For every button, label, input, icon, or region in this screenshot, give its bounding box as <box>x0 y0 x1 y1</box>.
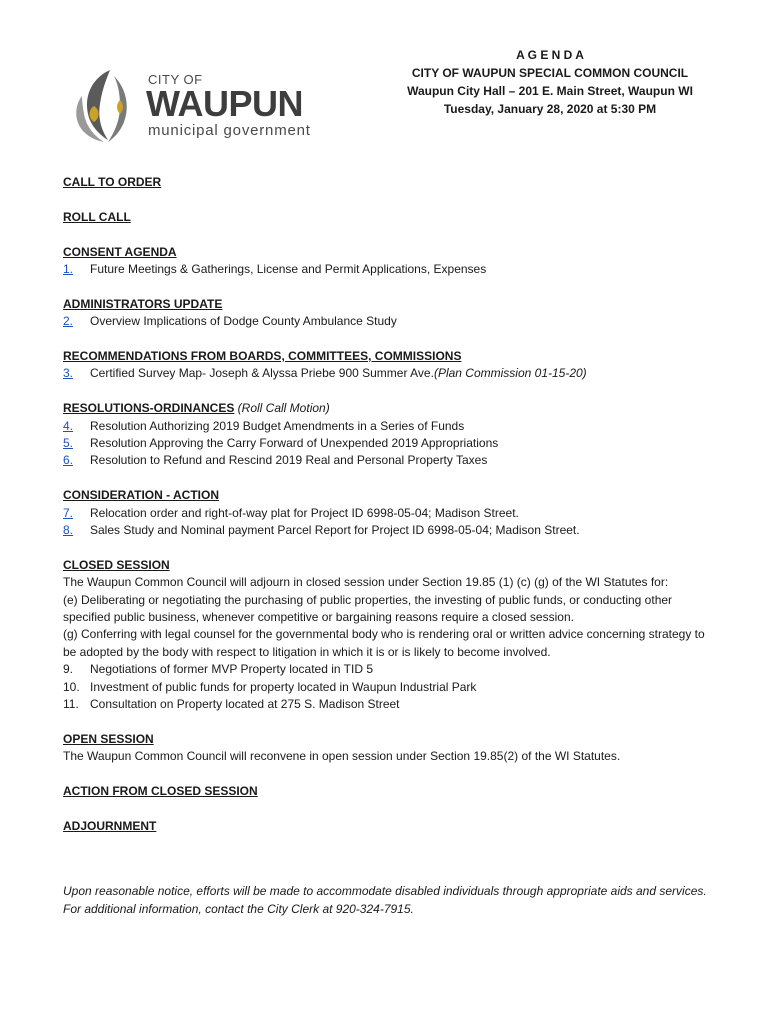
roll-call: ROLL CALL <box>63 209 131 224</box>
admin-section <box>63 296 713 331</box>
meeting-location: Waupun City Hall – 201 E. Main Street, Waupun WI <box>407 84 693 98</box>
agenda-title: A G E N D A <box>516 48 584 62</box>
logo-city-of: CITY OF <box>148 72 203 87</box>
item-text: Negotiations of former MVP Property located in TID 5 <box>90 662 374 677</box>
agenda-item <box>63 418 713 435</box>
item-note: (Plan Commission 01-15-20) <box>433 366 587 381</box>
call-to-order: CALL TO ORDER <box>63 175 162 189</box>
agenda-item <box>63 452 713 469</box>
section-title: CONSENT AGENDA <box>63 244 177 259</box>
consent-section <box>63 244 713 279</box>
agenda-item <box>63 505 713 522</box>
item-text: Future Meetings & Gatherings, License and Permit Applications, Expenses <box>90 262 487 276</box>
item-text: Resolution to Refund and Rescind 2019 Real and Personal Property Taxes <box>90 453 488 468</box>
agenda-item <box>63 661 713 678</box>
item-text: Resolution Approving the Carry Forward of Unexpended 2019 Appropriations <box>90 436 499 451</box>
item-text: Resolution Authorizing 2019 Budget Amendments in a Series of Funds <box>90 418 465 433</box>
section-title: RESOLUTIONS-ORDINANCES <box>63 401 235 416</box>
logo-name: WAUPUN <box>146 83 303 124</box>
accessibility-notice: Upon reasonable notice, efforts will be made to accommodate disabled individuals through appropriate aids and services. For additional information, contact the City Clerk at 920-324-7915. <box>63 884 707 916</box>
adjournment: ADJOURNMENT <box>63 818 157 833</box>
section-note: (Roll Call Motion) <box>234 401 330 416</box>
section-title: CONSIDERATION - ACTION <box>63 488 219 503</box>
section-title: OPEN SESSION <box>63 731 154 746</box>
item-text: Consultation on Property located at 275 S. Madison Street <box>90 697 400 712</box>
open-session-section <box>63 731 713 766</box>
closed-session-clause-g: (g) Conferring with legal counsel for the governmental body who is rendering oral or written advice concerning strategy to be adopted by the body with respect to litigation in which it is or is likely to become involved. <box>63 627 705 659</box>
item-number-link[interactable]: 3. <box>63 366 74 381</box>
recommendations-section <box>63 348 713 383</box>
item-text: Sales Study and Nominal payment Parcel Report for Project ID 6998-05-04; Madison Street. <box>90 523 580 538</box>
agenda-item <box>63 696 713 713</box>
closed-session-clause-e: (e) Deliberating or negotiating the purchasing of public properties, the investing of public funds, or conducting other specified public business, whenever competitive or bargaining reasons require a closed session. <box>63 592 673 625</box>
item-text: Investment of public funds for property located in Waupun Industrial Park <box>90 679 477 694</box>
closed-session-intro: The Waupun Common Council will adjourn in closed session under Section 19.85 (1) (c) (g) of the WI Statutes for: <box>63 575 669 590</box>
item-number-link[interactable]: 2. <box>63 314 74 329</box>
agenda-item <box>63 313 713 330</box>
agenda-item <box>63 261 713 278</box>
open-session-text: The Waupun Common Council will reconvene in open session under Section 19.85(2) of the WI Statutes. <box>63 749 621 764</box>
item-number-link[interactable]: 6. <box>63 453 74 468</box>
item-number-link[interactable]: 8. <box>63 523 74 538</box>
item-number-link[interactable]: 1. <box>63 262 74 276</box>
section-title: ADMINISTRATORS UPDATE <box>63 296 223 311</box>
item-number-link[interactable]: 7. <box>63 505 74 520</box>
org-name: CITY OF WAUPUN SPECIAL COMMON COUNCIL <box>411 66 689 80</box>
waupun-logo-icon <box>70 66 145 144</box>
agenda-item <box>63 435 713 452</box>
resolutions-section <box>63 400 713 470</box>
item-number: 9. <box>63 662 74 677</box>
consideration-section <box>63 487 713 539</box>
logo-subtitle: municipal government <box>148 122 311 139</box>
agenda-item <box>63 365 713 382</box>
item-text: Certified Survey Map- Joseph & Alyssa Priebe 900 Summer Ave. <box>90 366 434 381</box>
meeting-datetime: Tuesday, January 28, 2020 at 5:30 PM <box>443 102 657 116</box>
section-title: CLOSED SESSION <box>63 557 170 572</box>
item-number-link[interactable]: 4. <box>63 418 74 433</box>
section-title: RECOMMENDATIONS FROM BOARDS, COMMITTEES, COMMISSIONS <box>63 349 462 363</box>
item-text: Overview Implications of Dodge County Ambulance Study <box>90 314 397 329</box>
item-text: Relocation order and right-of-way plat for Project ID 6998-05-04; Madison Street. <box>90 505 519 520</box>
agenda-header <box>380 46 720 118</box>
closed-session-section <box>63 557 713 714</box>
item-number: 11. <box>63 697 79 712</box>
item-number: 10. <box>63 679 80 694</box>
agenda-item <box>63 522 713 539</box>
item-number-link[interactable]: 5. <box>63 436 74 451</box>
action-from-closed-session: ACTION FROM CLOSED SESSION <box>63 784 258 799</box>
agenda-item <box>63 679 713 696</box>
city-logo <box>70 66 330 146</box>
agenda-body <box>63 174 713 853</box>
